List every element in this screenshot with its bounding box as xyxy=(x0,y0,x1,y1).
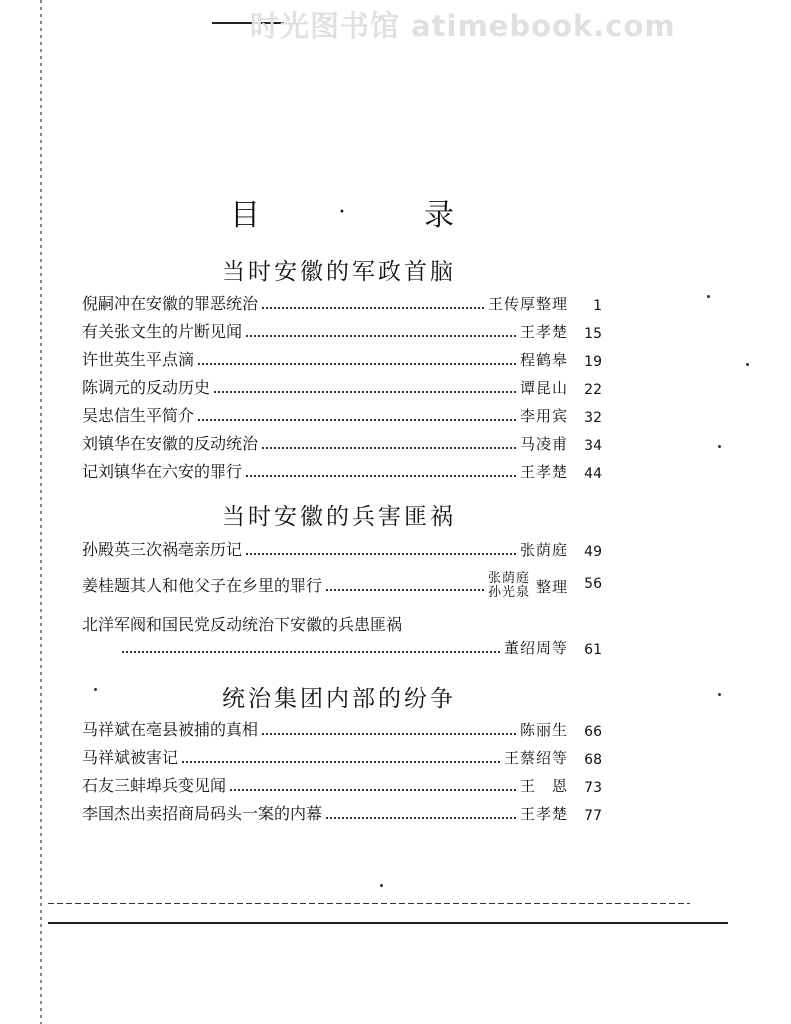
entry-title: 马祥斌在亳县被捕的真相 xyxy=(82,720,259,739)
toc-entry[interactable] xyxy=(82,318,602,342)
entry-title: 刘镇华在安徽的反动统治 xyxy=(82,434,259,453)
scan-speck xyxy=(94,688,97,691)
dot-leader xyxy=(214,391,516,393)
entry-author: 张荫庭 xyxy=(487,571,530,586)
toc-entry[interactable] xyxy=(82,772,602,796)
bottom-dashed-rule xyxy=(48,903,690,904)
entry-title: 李国杰出卖招商局码头一案的内幕 xyxy=(82,804,323,823)
entry-title: 记刘镇华在六安的罪行 xyxy=(82,462,243,481)
entry-title: 倪嗣冲在安徽的罪恶统治 xyxy=(82,294,259,313)
entry-title: 孙殿英三次祸亳亲历记 xyxy=(82,540,243,559)
dot-leader xyxy=(326,817,516,819)
entry-author: 王孝楚 xyxy=(519,463,568,481)
entry-author: 王孝楚 xyxy=(519,805,568,823)
entry-authors xyxy=(488,572,568,600)
entry-author: 李用宾 xyxy=(519,407,568,425)
entry-page: 66 xyxy=(584,724,602,740)
entry-title: 陈调元的反动历史 xyxy=(82,378,211,397)
entry-author: 王蔡绍等 xyxy=(503,749,568,767)
toc-entry[interactable] xyxy=(82,402,602,426)
toc-entry[interactable] xyxy=(82,536,602,560)
entry-author: 马凌甫 xyxy=(519,435,568,453)
scan-speck xyxy=(718,693,721,696)
entry-author: 程鹤皋 xyxy=(519,351,568,369)
entry-author: 谭昆山 xyxy=(519,379,568,397)
entry-title: 吴忠信生平简介 xyxy=(82,406,195,425)
entry-page: 15 xyxy=(584,326,602,342)
entry-author: 王 恩 xyxy=(519,777,568,795)
toc-entry[interactable] xyxy=(82,716,602,740)
dot-leader xyxy=(182,761,500,763)
toc-entry[interactable] xyxy=(82,346,602,370)
entry-page: 1 xyxy=(593,298,602,314)
entry-author: 孙光泉 xyxy=(487,585,530,600)
dot-leader xyxy=(198,419,516,421)
dot-leader xyxy=(326,589,484,591)
entry-page: 34 xyxy=(584,438,602,454)
scan-speck xyxy=(746,363,749,366)
dot-leader xyxy=(246,335,516,337)
scan-speck xyxy=(380,884,383,887)
entry-author: 董绍周等 xyxy=(503,639,568,657)
dot-leader xyxy=(246,553,516,555)
section-heading: 当时安徽的兵害匪祸 xyxy=(222,504,456,530)
scan-speck xyxy=(718,445,721,448)
entry-page: 61 xyxy=(584,642,602,658)
page-title xyxy=(230,190,460,234)
entry-page: 19 xyxy=(584,354,602,370)
section-heading: 当时安徽的军政首脑 xyxy=(222,259,456,285)
section-heading: 统治集团内部的纷争 xyxy=(222,686,456,712)
dot-leader xyxy=(262,733,516,735)
entry-title[interactable]: 北洋军阀和国民党反动统治下安徽的兵患匪祸 xyxy=(82,615,403,634)
entry-title: 马祥斌被害记 xyxy=(82,748,179,767)
entry-page: 44 xyxy=(584,466,602,482)
toc-entry[interactable] xyxy=(82,568,602,600)
toc-entry[interactable] xyxy=(82,290,602,314)
toc-entry[interactable] xyxy=(122,634,602,658)
dot-leader xyxy=(198,363,516,365)
entry-page: 56 xyxy=(584,576,602,592)
toc-entry[interactable] xyxy=(82,374,602,398)
entry-title: 许世英生平点滴 xyxy=(82,350,195,369)
entry-title: 有关张文生的片断见闻 xyxy=(82,322,243,341)
dot-leader xyxy=(246,475,516,477)
dot-leader xyxy=(230,789,516,791)
entry-author: 王传厚整理 xyxy=(487,295,568,313)
title-separator-dot: · xyxy=(338,199,352,225)
dot-leader xyxy=(262,447,516,449)
watermark: 时光图书馆 atimebook.com xyxy=(250,9,676,43)
author-stack xyxy=(488,572,530,600)
dot-leader xyxy=(122,651,500,653)
entry-title: 石友三蚌埠兵变见闻 xyxy=(82,776,227,795)
entry-page: 32 xyxy=(584,410,602,426)
entry-page: 68 xyxy=(584,752,602,768)
bottom-rule xyxy=(48,922,728,924)
entry-role: 整理 xyxy=(535,577,568,596)
entry-author: 王孝楚 xyxy=(519,323,568,341)
toc-entry[interactable] xyxy=(82,458,602,482)
title-char-left: 目 xyxy=(230,198,266,233)
entry-page: 22 xyxy=(584,382,602,398)
entry-page: 49 xyxy=(584,544,602,560)
entry-page: 73 xyxy=(584,780,602,796)
entry-author: 张荫庭 xyxy=(519,541,568,559)
toc-entry[interactable] xyxy=(82,744,602,768)
title-char-right: 录 xyxy=(424,198,460,233)
scan-speck xyxy=(707,295,710,298)
entry-page: 77 xyxy=(584,808,602,824)
entry-author: 陈丽生 xyxy=(519,721,568,739)
toc-entry[interactable] xyxy=(82,800,602,824)
entry-title: 姜桂题其人和他父子在乡里的罪行 xyxy=(82,576,323,595)
binding-edge xyxy=(40,0,42,1024)
toc-entry[interactable] xyxy=(82,430,602,454)
dot-leader xyxy=(262,307,484,309)
